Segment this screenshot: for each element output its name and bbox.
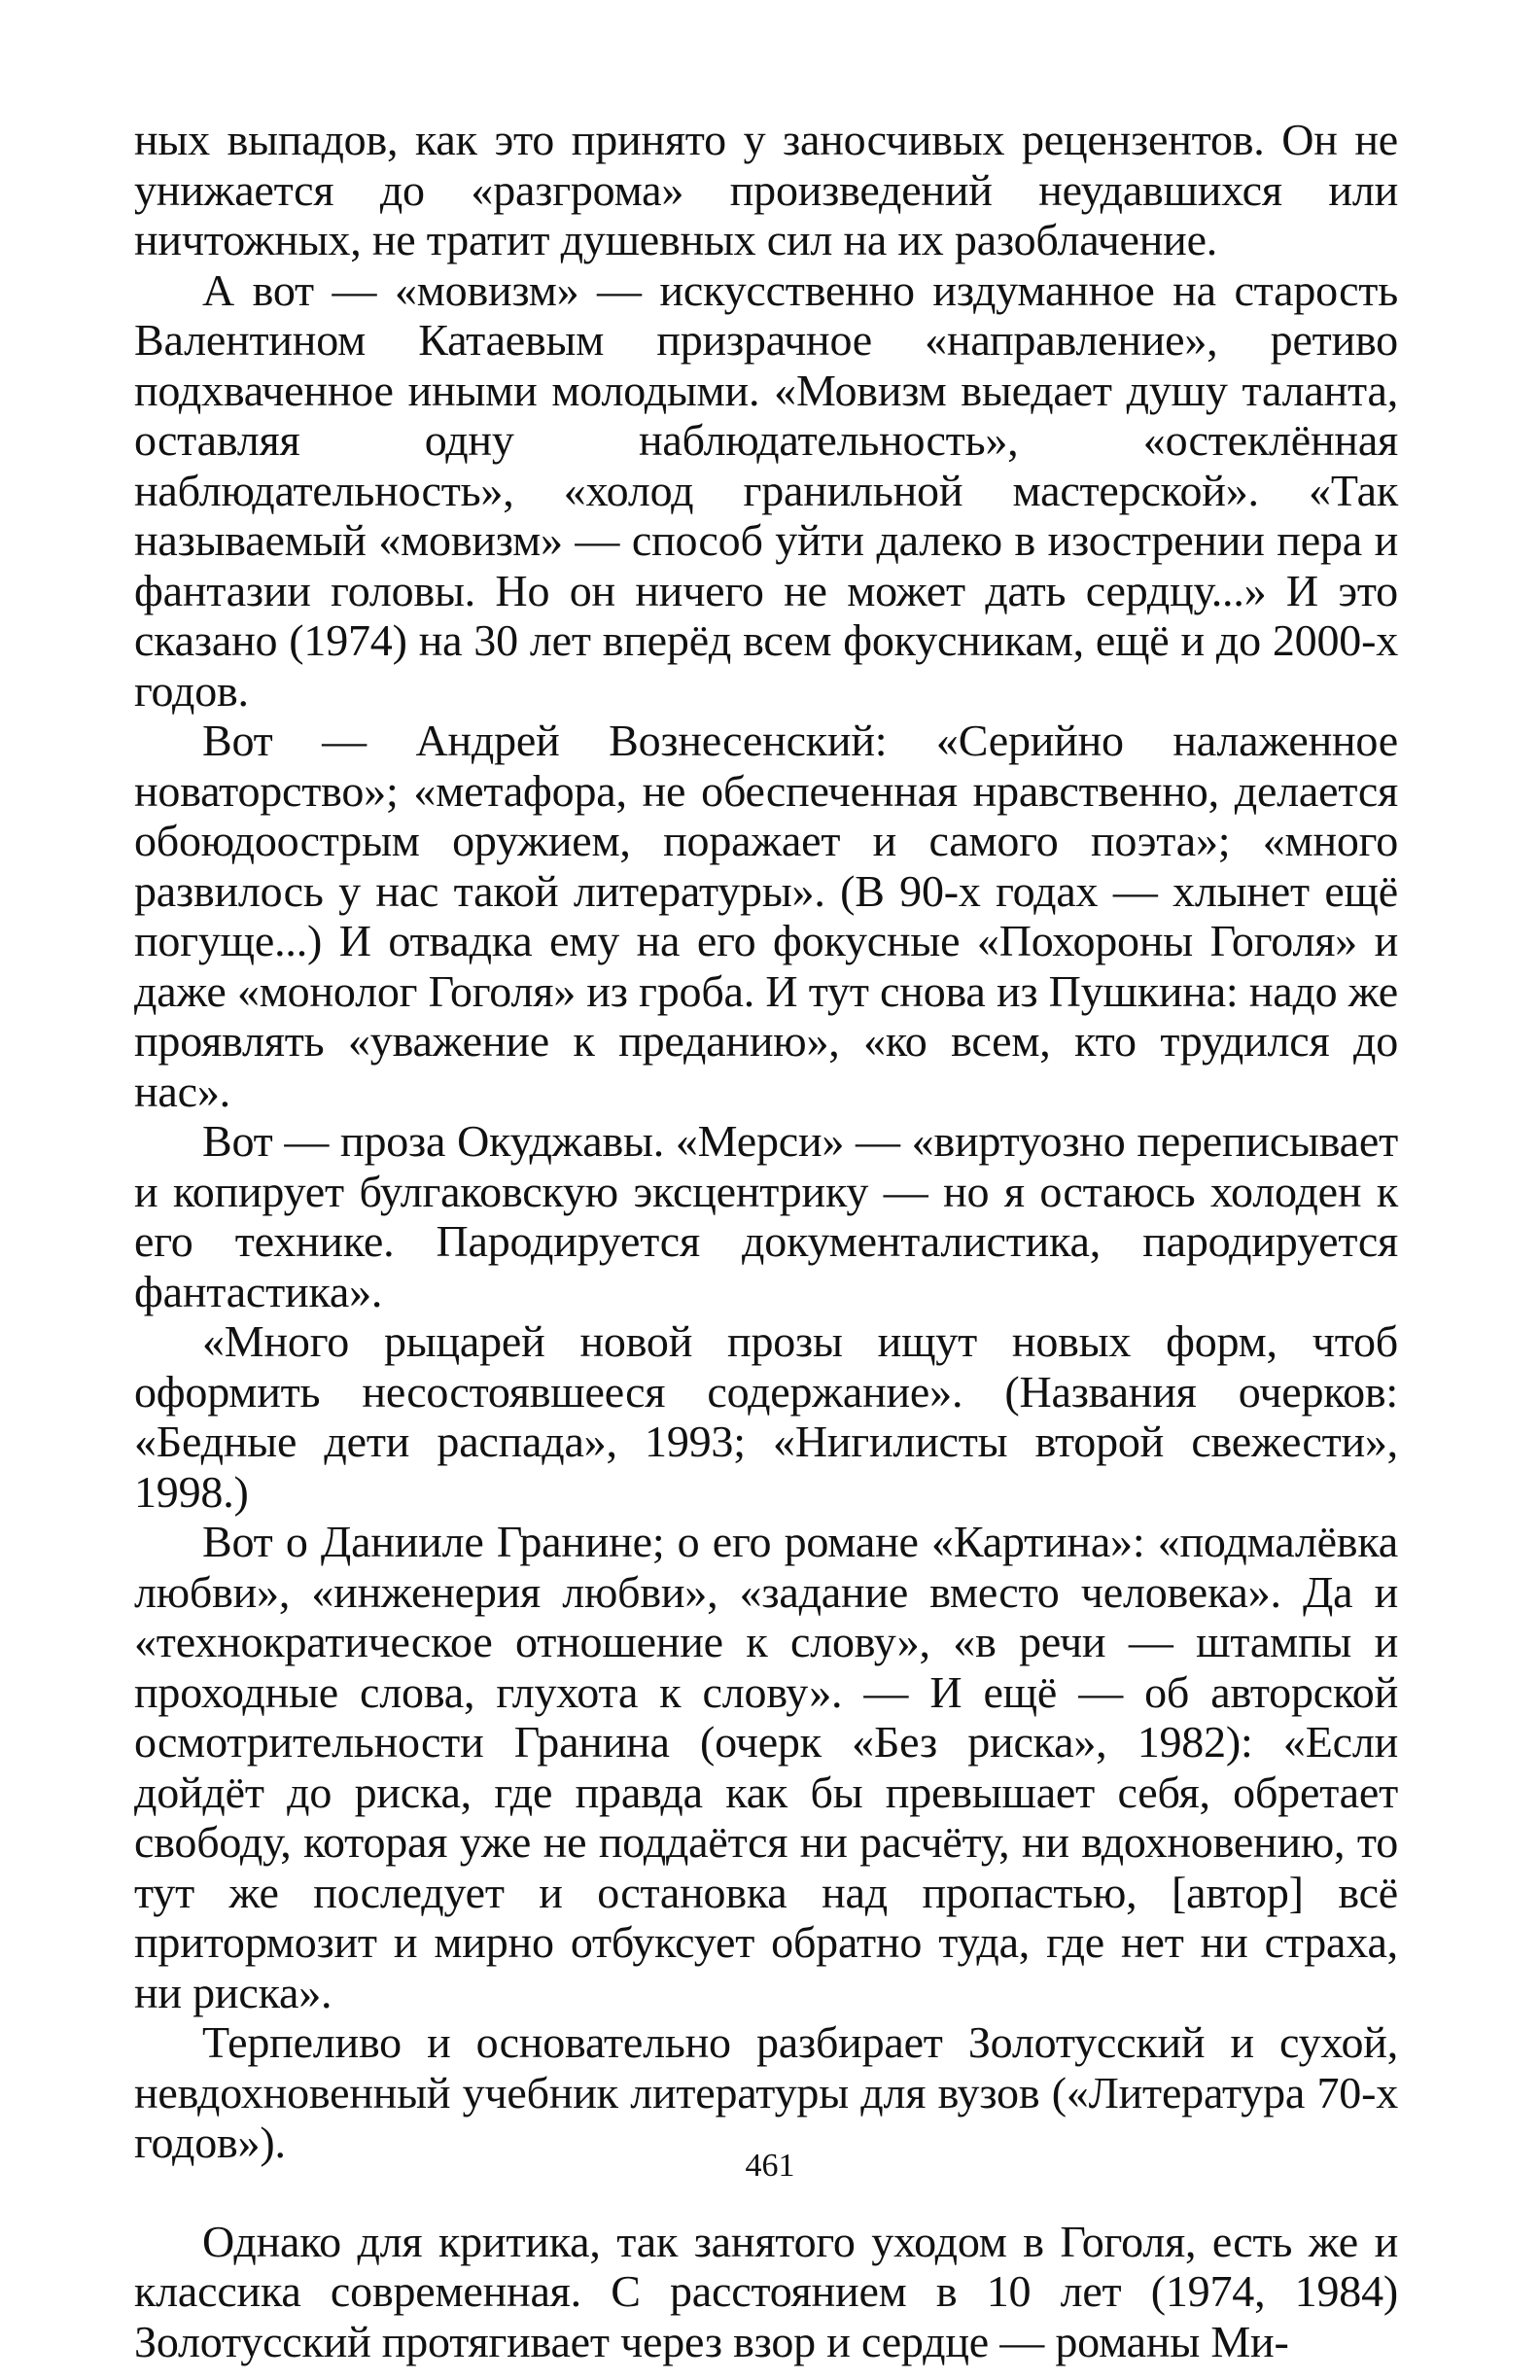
page-number: 461 bbox=[745, 2148, 795, 2184]
page-body bbox=[134, 115, 1398, 2366]
paragraph-4: Вот — проза Окуджавы. «Мерси» — «виртуозно переписывает и копирует булгаковскую эксцентрику — но я остаюсь холоден к его технике. Пародируется документалистика, пародируется фантастика». bbox=[134, 1116, 1398, 1316]
paragraph-3: Вот — Андрей Вознесенский: «Серийно налаженное новаторство»; «метафора, не обеспеченная нравственно, делается обоюдоострым оружием, поражает и самого поэта»; «много развилось у нас такой литературы». (В 90-х годах — хлынет ещё погуще...) И отвадка ему на его фокусные «Похороны Гоголя» и даже «монолог Гоголя» из гроба. И тут снова из Пушкина: надо же проявлять «уважение к преданию», «ко всем, кто трудился до нас». bbox=[134, 716, 1398, 1116]
paragraph-1: ных выпадов, как это принято у заносчивых рецензентов. Он не унижается до «разгрома» произведений неудавшихся или ничтожных, не тратит душевных сил на их разоблачение. bbox=[134, 115, 1398, 264]
paragraph-7: Терпеливо и основательно разбирает Золотусский и сухой, невдохновенный учебник литературы для вузов («Литература 70-х годов»). bbox=[134, 2017, 1398, 2167]
paragraph-5: «Много рыцарей новой прозы ищут новых форм, чтоб оформить несостоявшееся содержание». (Названия очерков: «Бедные дети распада», 1993; «Нигилисты второй свежести», 1998.) bbox=[134, 1316, 1398, 1517]
paragraph-6: Вот о Данииле Гранине; о его романе «Картина»: «подмалёвка любви», «инженерия любви», «задание вместо человека». Да и «технократическое отношение к слову», «в речи — штампы и проходные слова, глухота к слову». — И ещё — об авторской осмотрительности Гранина (очерк «Без риска», 1982): «Если дойдёт до риска, где правда как бы превышает себя, обретает свободу, которая уже не поддаётся ни расчёту, ни вдохновению, то тут же последует и остановка над пропастью, [автор] всё притормозит и мирно отбуксует обратно туда, где нет ни страха, ни риска». bbox=[134, 1517, 1398, 2017]
paragraph-2: А вот — «мовизм» — искусственно издуманное на старость Валентином Катаевым призрачное «направление», ретиво подхваченное иными молодыми. «Мовизм выедает душу таланта, оставляя одну наблюдательность», «остеклённая наблюдательность», «холод гранильной мастерской». «Так называемый «мовизм» — способ уйти далеко в изострении пера и фантазии головы. Но он ничего не может дать сердцу...» И это сказано (1974) на 30 лет вперёд всем фокусникам, ещё и до 2000-х годов. bbox=[134, 264, 1398, 716]
paragraph-8: Однако для критика, так занятого уходом в Гоголя, есть же и классика современная. С расстоянием в 10 лет (1974, 1984) Золотусский протягивает через взор и сердце — романы Ми- bbox=[134, 2216, 1398, 2366]
